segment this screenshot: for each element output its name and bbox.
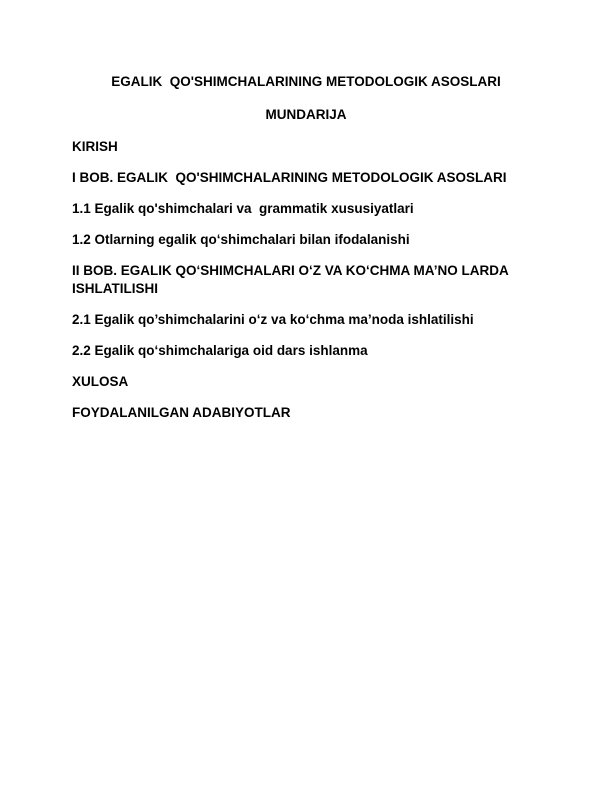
toc-item-chapter-1: I BOB. EGALIK QO'SHIMCHALARINING METODOLOGIK ASOSLARI: [72, 170, 507, 185]
toc-item-section-1-1: 1.1 Egalik qo'shimchalari va grammatik xususiyatlari: [72, 201, 414, 216]
toc-item-chapter-2: II BOB. EGALIK QO‘SHIMCHALARI O‘Z VA KO‘CHMA MA’NO LARDA ISHLATILISHI: [72, 263, 513, 296]
document-title: EGALIK QO'SHIMCHALARINING METODOLOGIK ASOSLARI: [111, 74, 501, 89]
toc-item-references: FOYDALANILGAN ADABIYOTLAR: [72, 405, 291, 420]
toc-heading: MUNDARIJA: [265, 107, 347, 122]
toc-item-kirish: KIRISH: [72, 139, 118, 154]
toc-item-section-2-2: 2.2 Egalik qo‘shimchalariga oid dars ishlanma: [72, 343, 368, 358]
toc-item-section-1-2: 1.2 Otlarning egalik qo‘shimchalari bilan ifodalanishi: [72, 232, 410, 247]
toc-item-section-2-1: 2.1 Egalik qo’shimchalarini o‘z va ko‘chma ma’noda ishlatilishi: [72, 312, 474, 327]
table-of-contents: [72, 138, 542, 435]
toc-item-xulosa: XULOSA: [72, 374, 129, 389]
